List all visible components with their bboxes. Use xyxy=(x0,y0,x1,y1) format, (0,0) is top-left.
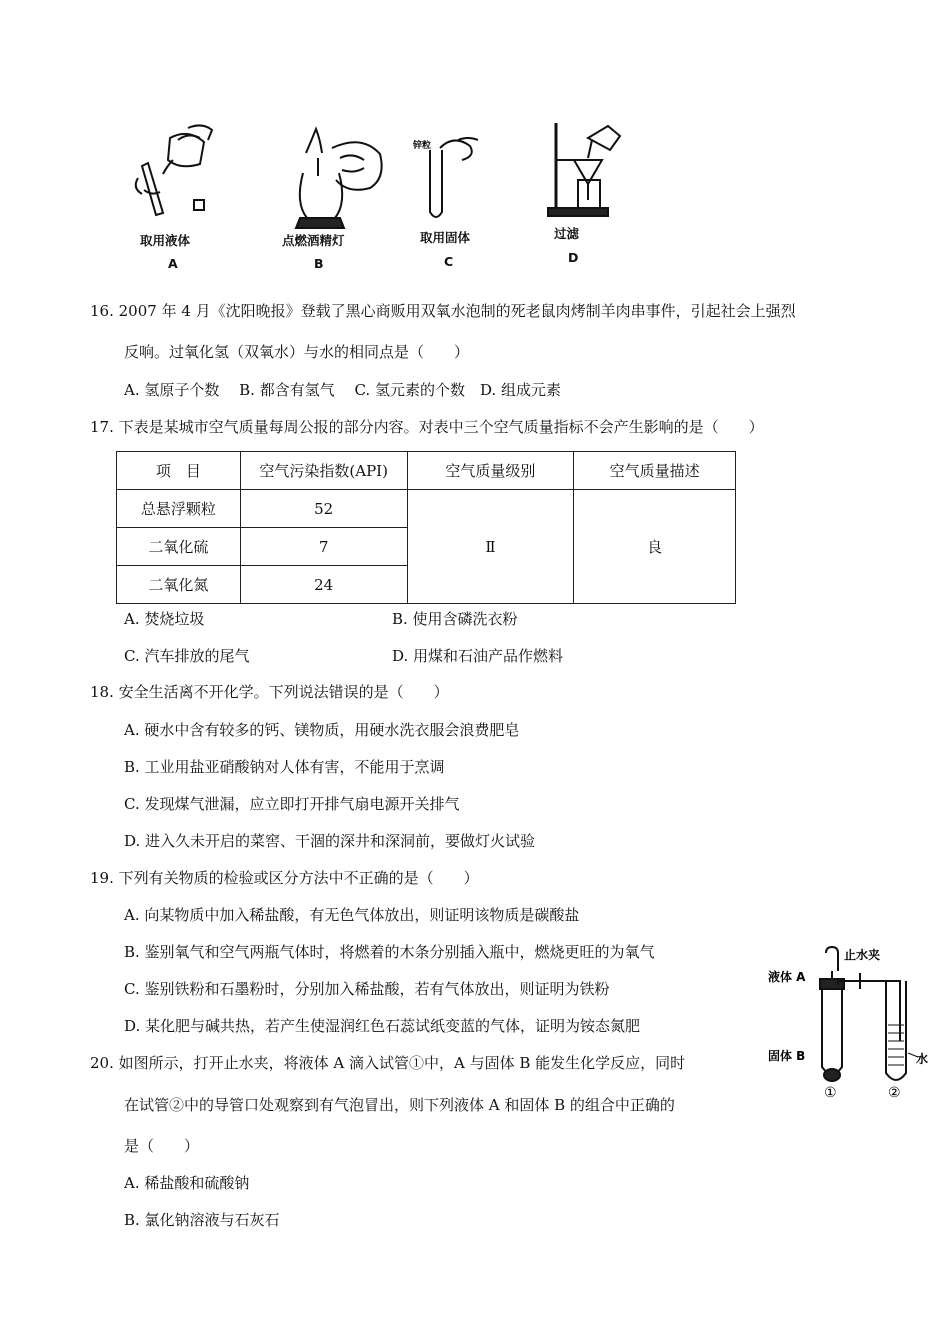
q17-option-d: D. 用煤和石油产品作燃料 xyxy=(392,647,564,665)
q17-stem: 17. 下表是某城市空气质量每周公报的部分内容。对表中三个空气质量指标不会产生影响的是（ ） xyxy=(90,418,764,436)
solid-b-fill xyxy=(824,1069,840,1081)
delivery-tube xyxy=(838,981,900,1041)
caption-d: 过滤 xyxy=(554,226,580,241)
filtration-drawing xyxy=(548,123,620,216)
q19-option-b: B. 鉴别氧气和空气两瓶气体时，将燃着的木条分别插入瓶中，燃烧更旺的为氧气 xyxy=(124,943,655,961)
liquid-a-label: 液体 A xyxy=(768,970,806,984)
air-quality-level: Ⅱ xyxy=(407,490,574,604)
q18-option-a: A. 硬水中含有较多的钙、镁物质，用硬水洗衣服会浪费肥皂 xyxy=(124,721,520,739)
caption-b: 点燃酒精灯 xyxy=(282,233,345,248)
q16-line1: 16. 2007 年 4 月《沈阳晚报》登载了黑心商贩用双氧水泡制的死老鼠肉烤制羊肉串事件，引起社会上强烈 xyxy=(90,302,796,320)
apparatus-figure xyxy=(768,945,928,1100)
clamp-label: 止水夹 xyxy=(844,948,881,962)
row-item: 二氧化氮 xyxy=(117,566,241,604)
apparatus-drawing xyxy=(768,945,928,1100)
row-api: 52 xyxy=(240,490,407,528)
row-item: 总悬浮颗粒 xyxy=(117,490,241,528)
solid-b-label: 固体 B xyxy=(768,1049,806,1063)
letter-b: B xyxy=(314,256,324,271)
water-lines xyxy=(888,1025,904,1065)
q20-line3: 是（ ） xyxy=(124,1137,200,1155)
caption-c: 取用固体 xyxy=(420,230,471,245)
q17-option-b: B. 使用含磷洗衣粉 xyxy=(392,610,518,628)
pour-liquid-drawing xyxy=(136,125,212,215)
q20-line1: 20. 如图所示，打开止水夹，将液体 A 滴入试管①中，A 与固体 B 能发生化学反应，同时 xyxy=(90,1054,686,1072)
lab-operations-figure xyxy=(118,118,638,283)
row-api: 7 xyxy=(240,528,407,566)
q20-line2: 在试管②中的导管口处观察到有气泡冒出，则下列液体 A 和固体 B 的组合中正确的 xyxy=(124,1096,675,1114)
q16-options: A. 氢原子个数 B. 都含有氢气 C. 氢元素的个数 D. 组成元素 xyxy=(124,381,561,399)
solid-test-tube-drawing xyxy=(430,138,478,217)
table-row xyxy=(117,490,736,528)
q19-option-c: C. 鉴别铁粉和石墨粉时，分别加入稀盐酸，若有气体放出，则证明为铁粉 xyxy=(124,980,610,998)
q20-option-b: B. 氯化钠溶液与石灰石 xyxy=(124,1211,280,1229)
caption-a: 取用液体 xyxy=(140,233,191,248)
letter-d: D xyxy=(568,250,579,265)
q19-option-d: D. 某化肥与碱共热，若产生使湿润红色石蕊试纸变蓝的气体，证明为铵态氮肥 xyxy=(124,1017,641,1035)
tube1-body xyxy=(822,989,842,1074)
clamp-mark xyxy=(854,973,868,989)
q18-option-c: C. 发现煤气泄漏，应立即打开排气扇电源开关排气 xyxy=(124,795,460,813)
letter-a: A xyxy=(168,256,178,271)
water-label: 水 xyxy=(916,1052,928,1066)
air-quality-table xyxy=(116,451,736,604)
dropper-bulb xyxy=(826,947,838,971)
table-header-row xyxy=(117,452,736,490)
q19-option-a: A. 向某物质中加入稀盐酸，有无色气体放出，则证明该物质是碳酸盐 xyxy=(124,906,580,924)
header-api: 空气污染指数(API) xyxy=(240,452,407,490)
row-api: 24 xyxy=(240,566,407,604)
tube1-label: ① xyxy=(824,1085,837,1100)
q18-option-d: D. 进入久未开启的菜窖、干涸的深井和深洞前，要做灯火试验 xyxy=(124,832,536,850)
q20-option-a: A. 稀盐酸和硫酸钠 xyxy=(124,1174,250,1192)
alcohol-lamp-drawing xyxy=(296,129,382,228)
tube2-label: ② xyxy=(888,1085,901,1100)
q18-option-b: B. 工业用盐亚硝酸钠对人体有害，不能用于烹调 xyxy=(124,758,445,776)
q16-line2: 反响。过氧化氢（双氧水）与水的相同点是（ ） xyxy=(124,343,470,361)
q17-option-a: A. 焚烧垃圾 xyxy=(124,610,205,628)
row-item: 二氧化硫 xyxy=(117,528,241,566)
header-level: 空气质量级别 xyxy=(407,452,574,490)
lab-operations-drawing xyxy=(118,118,638,283)
q17-option-c: C. 汽车排放的尾气 xyxy=(124,647,250,665)
air-quality-description: 良 xyxy=(574,490,736,604)
header-item: 项 目 xyxy=(117,452,241,490)
letter-c: C xyxy=(444,254,454,269)
zinc-granule-label: 锌粒 xyxy=(413,141,432,151)
header-description: 空气质量描述 xyxy=(574,452,736,490)
q18-stem: 18. 安全生活离不开化学。下列说法错误的是（ ） xyxy=(90,683,449,701)
q19-stem: 19. 下列有关物质的检验或区分方法中不正确的是（ ） xyxy=(90,869,479,887)
